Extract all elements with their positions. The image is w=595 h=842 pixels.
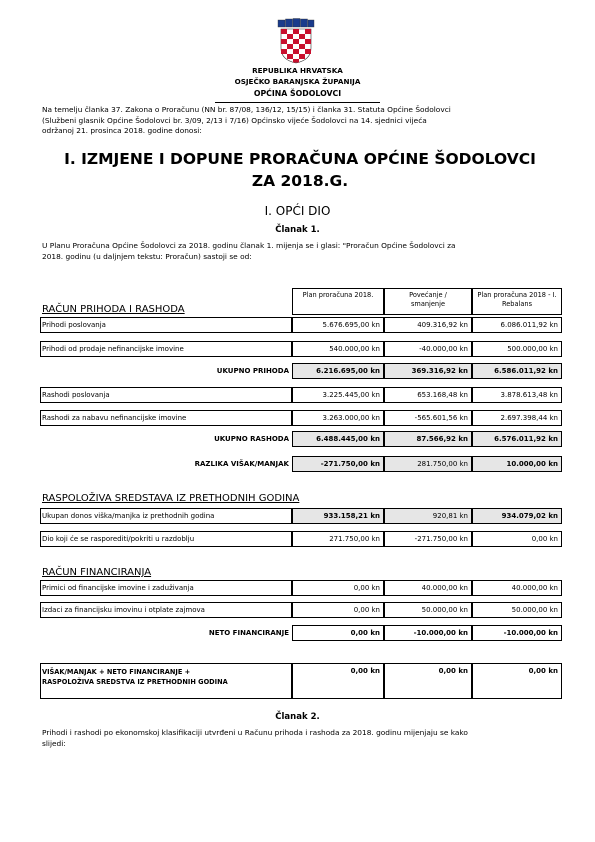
table-row-label: Ukupan donos viška/manjka iz prethodnih godina (40, 508, 292, 524)
table-cell: 2.697.398,44 kn (472, 410, 562, 426)
table-cell: 271.750,00 kn (292, 531, 384, 547)
table-row-label: Rashodi za nabavu nefinancijske imovine (40, 410, 292, 426)
total-cell: 10.000,00 kn (472, 456, 562, 472)
coat-of-arms-icon (276, 18, 316, 64)
table-cell: 40.000,00 kn (384, 580, 472, 596)
intro-line: Na temelju članka 37. Zakona o Proračunu (NN br. 87/08, 136/12, 15/15) i članka 31. Statuta Općine Šodolovci (42, 105, 451, 114)
table-cell: 0,00 kn (292, 580, 384, 596)
table-row-label: Prihodi od prodaje nefinancijske imovine (40, 341, 292, 357)
total-cell: 6.216.695,00 kn (292, 363, 384, 379)
column-header-change (384, 288, 472, 315)
table-cell: 5.676.695,00 kn (292, 317, 384, 333)
final-cell: 0,00 kn (384, 663, 472, 699)
paragraph-line: U Planu Proračuna Općine Šodolovci za 2018. godinu članak 1. mijenja se i glasi: "Proračun Općine Šodolovci za (42, 241, 456, 250)
article-1-heading: Članak 1. (275, 225, 320, 235)
total-cell: -10.000,00 kn (472, 625, 562, 641)
column-header-change-line1: Povećanje / (409, 291, 447, 299)
table-cell: -271.750,00 kn (384, 531, 472, 547)
table-cell: 500.000,00 kn (472, 341, 562, 357)
total-cell: 369.316,92 kn (384, 363, 472, 379)
table-cell: 50.000,00 kn (472, 602, 562, 618)
table-cell: 0,00 kn (472, 531, 562, 547)
total-cell: 6.586.011,92 kn (472, 363, 562, 379)
table-cell: 3.878.613,48 kn (472, 387, 562, 403)
table-cell: 409.316,92 kn (384, 317, 472, 333)
table-cell: 920,81 kn (384, 508, 472, 524)
table-row-label: Primici od financijske imovine i zaduživanja (40, 580, 292, 596)
total-cell: -10.000,00 kn (384, 625, 472, 641)
final-row-label-line1: VIŠAK/MANJAK + NETO FINANCIRANJE + (42, 668, 191, 676)
column-header-change-line2: smanjenje (410, 300, 446, 308)
column-header-plan: Plan proračuna 2018. (292, 288, 384, 315)
table-cell: 40.000,00 kn (472, 580, 562, 596)
total-label: RAZLIKA VIŠAK/MANJAK (194, 460, 289, 468)
paragraph-line: Prihodi i rashodi po ekonomskoj klasifikaciji utvrđeni u Računu prihoda i rashoda za 2018. godinu mijenjaju se kako (42, 728, 468, 737)
header-country: REPUBLIKA HRVATSKA (252, 66, 343, 75)
article-2-paragraph (42, 728, 557, 749)
total-cell: 0,00 kn (292, 625, 384, 641)
table-row-label: Izdaci za financijsku imovinu i otplate zajmova (40, 602, 292, 618)
table-cell: 3.225.445,00 kn (292, 387, 384, 403)
intro-line: (Službeni glasnik Općine Šodolovci br. 3/09, 2/13 i 7/16) Općinsko vijeće Šodolovci na 14. sjednici vijeća (42, 115, 427, 125)
total-cell: 6.488.445,00 kn (292, 431, 384, 447)
paragraph-line: slijedi: (42, 738, 66, 748)
table-row-label: Dio koji će se rasporediti/pokriti u razdoblju (40, 531, 292, 547)
section-heading: RAČUN PRIHODA I RASHODA (42, 304, 185, 315)
paragraph-line: 2018. godinu (u daljnjem tekstu: Proračun) sastoji se od: (42, 251, 252, 261)
header-divider (215, 102, 380, 103)
total-label: UKUPNO PRIHODA (216, 367, 289, 375)
table-cell: 653.168,48 kn (384, 387, 472, 403)
header-county: OSJEČKO BARANJSKA ŽUPANIJA (234, 77, 361, 86)
table-cell: -40.000,00 kn (384, 341, 472, 357)
document-title: I. IZMJENE I DOPUNE PRORAČUNA OPĆINE ŠODOLOVCI (64, 150, 536, 168)
header-municipality: OPĆINA ŠODOLOVCI (253, 89, 342, 98)
table-cell: 50.000,00 kn (384, 602, 472, 618)
final-row-label-line2: RASPOLOŽIVA SREDSTVA IZ PRETHODNIH GODINA (42, 678, 228, 686)
intro-paragraph (42, 105, 557, 137)
total-cell: 87.566,92 kn (384, 431, 472, 447)
table-row-label: Prihodi poslovanja (40, 317, 292, 333)
total-label: UKUPNO RASHODA (214, 435, 289, 443)
section-heading: RASPOLOŽIVA SREDSTAVA IZ PRETHODNIH GODINA (42, 493, 300, 504)
final-row-label (40, 663, 292, 699)
final-cell: 0,00 kn (472, 663, 562, 699)
total-cell: 281.750,00 kn (384, 456, 472, 472)
table-row-label: Rashodi poslovanja (40, 387, 292, 403)
part-title: I. OPĆI DIO (264, 204, 331, 218)
final-cell: 0,00 kn (292, 663, 384, 699)
article-1-paragraph (42, 241, 557, 262)
article-2-heading: Članak 2. (275, 712, 320, 722)
column-header-rebalans: Plan proračuna 2018 - I. Rebalans (472, 288, 562, 315)
table-cell: 3.263.000,00 kn (292, 410, 384, 426)
total-cell: -271.750,00 kn (292, 456, 384, 472)
table-cell: 933.158,21 kn (292, 508, 384, 524)
section-heading: RAČUN FINANCIRANJA (42, 567, 152, 578)
table-cell: 0,00 kn (292, 602, 384, 618)
total-label: NETO FINANCIRANJE (208, 629, 289, 637)
intro-line: održanoj 21. prosinca 2018. godine donosi: (42, 126, 202, 135)
table-cell: -565.601,56 kn (384, 410, 472, 426)
total-cell: 6.576.011,92 kn (472, 431, 562, 447)
table-cell: 6.086.011,92 kn (472, 317, 562, 333)
document-title-year: ZA 2018.G. (251, 172, 349, 190)
table-cell: 540.000,00 kn (292, 341, 384, 357)
table-cell: 934.079,02 kn (472, 508, 562, 524)
